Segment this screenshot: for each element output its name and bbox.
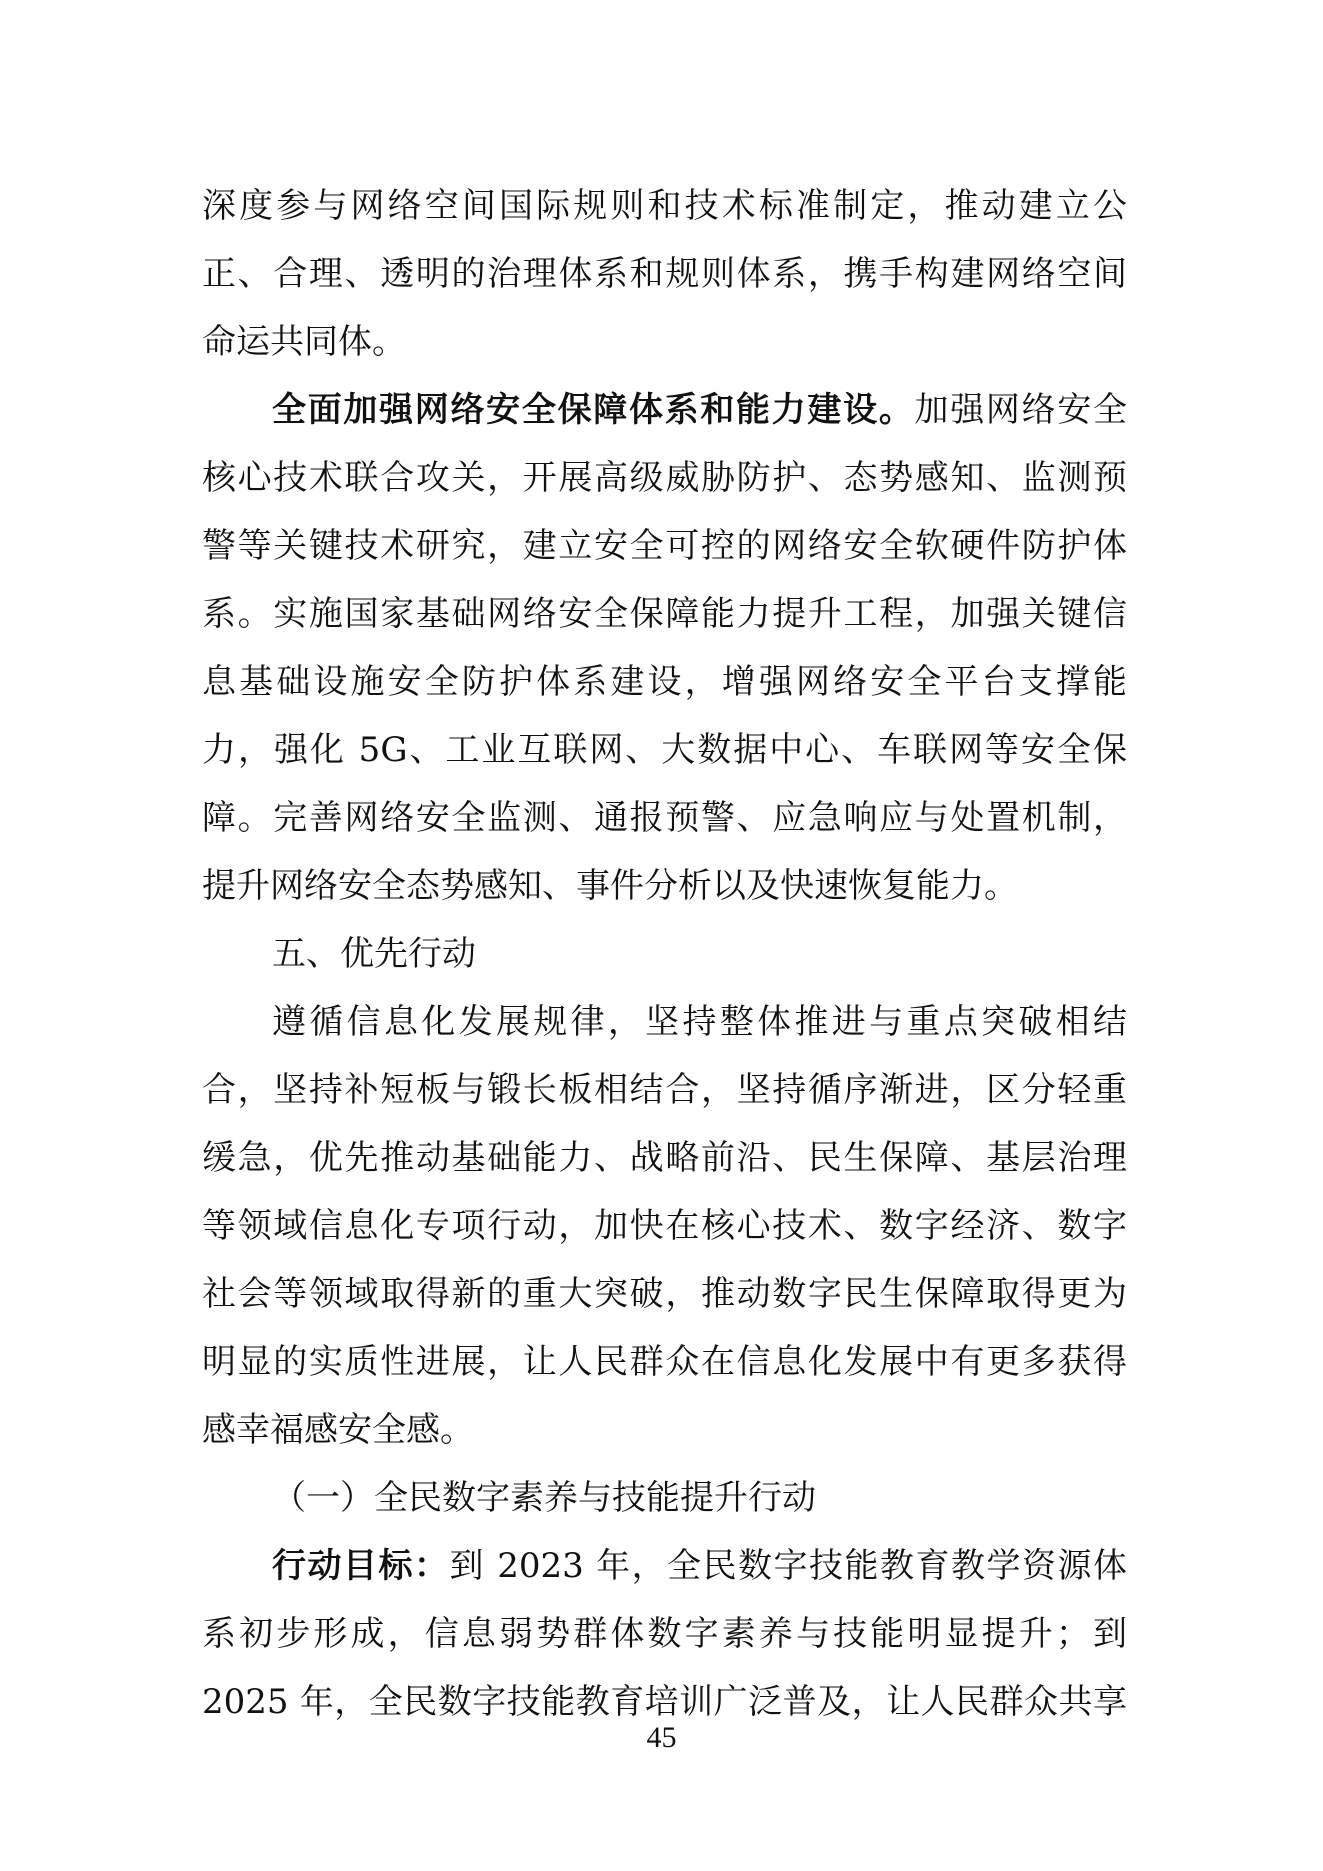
paragraph-line: 明显的实质性进展，让人民群众在信息化发展中有更多获得 [202, 1342, 1127, 1382]
paragraph-line: 系。实施国家基础网络安全保障能力提升工程，加强关键信 [202, 594, 1127, 634]
paragraph-line: 2025 年，全民数字技能教育培训广泛普及，让人民群众共享 [202, 1682, 1127, 1722]
paragraph-line: 遵循信息化发展规律，坚持整体推进与重点突破相结 [272, 1002, 1127, 1042]
page-number: 45 [646, 1721, 677, 1754]
paragraph-line: 社会等领域取得新的重大突破，推动数字民生保障取得更为 [202, 1274, 1127, 1314]
paragraph-text: 到 2023 年，全民数字技能教育教学资源体 [449, 1546, 1127, 1586]
paragraph-text: 加强网络安全 [914, 390, 1127, 430]
section-heading-text: 五、优先行动 [272, 934, 476, 974]
bold-lead: 行动目标： [272, 1546, 450, 1586]
paragraph-line [202, 1532, 1127, 1600]
paragraph-line: 感幸福感安全感。 [202, 1410, 474, 1450]
subsection-heading [202, 1464, 1127, 1532]
paragraph-line: 系初步形成，信息弱势群体数字素养与技能明显提升；到 [202, 1614, 1127, 1654]
paragraph-line: 力，强化 5G、工业互联网、大数据中心、车联网等安全保 [202, 730, 1127, 770]
section-heading [202, 920, 1127, 988]
bold-lead: 全面加强网络安全保障体系和能力建设。 [272, 390, 915, 430]
paragraph-line: 提升网络安全态势感知、事件分析以及快速恢复能力。 [202, 866, 1018, 906]
paragraph-line: 命运共同体。 [202, 322, 406, 362]
paragraph-line: 正、合理、透明的治理体系和规则体系，携手构建网络空间 [202, 254, 1127, 294]
subsection-heading-text: （一）全民数字素养与技能提升行动 [272, 1478, 816, 1518]
body-text [202, 172, 1127, 1736]
paragraph-line: 合，坚持补短板与锻长板相结合，坚持循序渐进，区分轻重 [202, 1070, 1127, 1110]
paragraph-line: 障。完善网络安全监测、通报预警、应急响应与处置机制， [202, 798, 1127, 838]
paragraph-line: 等领域信息化专项行动，加快在核心技术、数字经济、数字 [202, 1206, 1127, 1246]
paragraph-line: 核心技术联合攻关，开展高级威胁防护、态势感知、监测预 [202, 458, 1127, 498]
paragraph-line: 缓急，优先推动基础能力、战略前沿、民生保障、基层治理 [202, 1138, 1127, 1178]
paragraph-line: 息基础设施安全防护体系建设，增强网络安全平台支撑能 [202, 662, 1127, 702]
paragraph-line [202, 376, 1127, 444]
paragraph-line: 深度参与网络空间国际规则和技术标准制定，推动建立公 [202, 186, 1127, 226]
paragraph-line: 警等关键技术研究，建立安全可控的网络安全软硬件防护体 [202, 526, 1127, 566]
